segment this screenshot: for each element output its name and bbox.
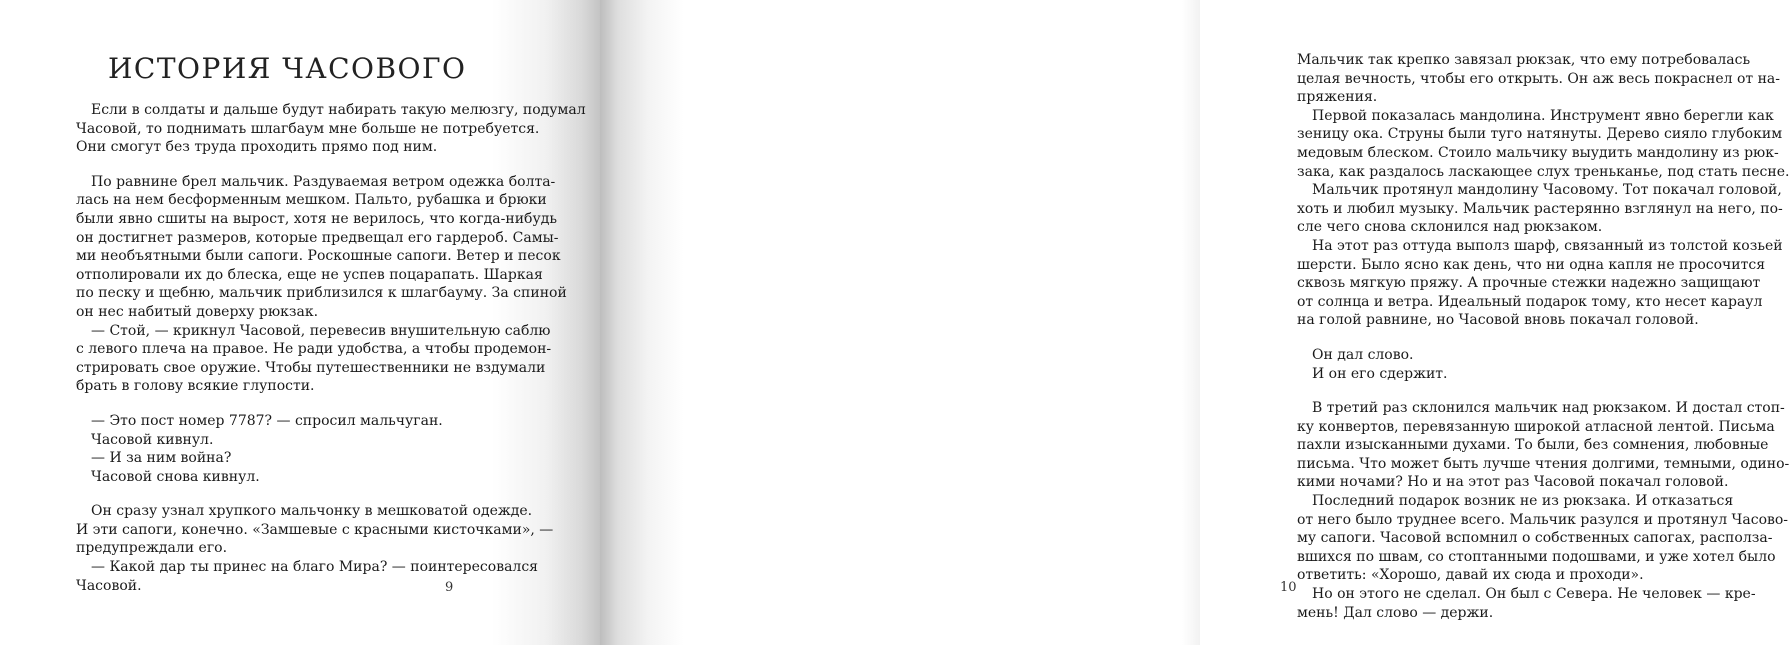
text-line: хоть и любил музыку. Мальчик растерянно взглянул на него, по- xyxy=(1297,200,1783,217)
text-line: — Стой, — крикнул Часовой, перевесив внушительную саблю xyxy=(91,322,551,339)
text-line: По равнине брел мальчик. Раздуваемая ветром одежка болта- xyxy=(91,173,556,190)
paragraph-gap xyxy=(76,486,464,502)
text-line: отполировали их до блеска, еще не успев поцарапать. Шаркая xyxy=(76,266,543,283)
text-line: пахли изысканными духами. То были, без сомнения, любовные xyxy=(1297,437,1769,454)
text-line: Часовой. xyxy=(76,577,142,594)
text-line: И он его сдержит. xyxy=(1312,365,1448,382)
text-line: стрировать свое оружие. Чтобы путешественники не вздумали xyxy=(76,359,546,376)
page-number-left: 9 xyxy=(445,580,454,595)
text-line: ми необъятными были сапоги. Роскошные сапоги. Ветер и песок xyxy=(76,248,561,265)
text-line: с левого плеча на правое. Не ради удобства, а чтобы продемон- xyxy=(76,341,552,358)
paragraph-gap xyxy=(1297,383,1657,399)
page-number-right: 10 xyxy=(1280,580,1297,595)
left-page xyxy=(0,0,600,645)
text-line: предупреждали его. xyxy=(76,540,228,557)
text-line: он достигнет размеров, которые предвещал его гардероб. Самы- xyxy=(76,229,559,246)
text-line: — Это пост номер 7787? — спросил мальчуган. xyxy=(91,412,443,429)
text-line: он нес набитый доверху рюкзак. xyxy=(76,303,319,320)
text-line: лась на нем бесформенным мешком. Пальто, рубашка и брюки xyxy=(76,192,547,209)
text-line: сквозь мягкую пряжу. А прочные стежки надежно защищают xyxy=(1297,275,1761,292)
text-line: сле чего снова склонился над рюкзаком. xyxy=(1297,219,1603,236)
text-line: Он дал слово. xyxy=(1312,346,1414,363)
chapter-title: ИСТОРИЯ ЧАСОВОГО xyxy=(108,52,467,85)
text-line: Часовой кивнул. xyxy=(91,431,214,448)
text-line: ответить: «Хорошо, давай их сюда и проходи». xyxy=(1297,567,1644,584)
text-line: Он сразу узнал хрупкого мальчонку в мешковатой одежде. xyxy=(91,503,533,520)
text-line: ку конвертов, перевязанную широкой атласной лентой. Письма xyxy=(1297,418,1775,435)
text-line: вшихся по швам, со стоптанными подошвами, и уже хотел было xyxy=(1297,548,1776,565)
text-line: целая вечность, чтобы его открыть. Он аж весь покраснел от на- xyxy=(1297,70,1781,87)
right-page-text xyxy=(1297,51,1789,622)
text-line: На этот раз оттуда выполз шарф, связанный из толстой козьей xyxy=(1312,237,1783,254)
text-line: Часовой снова кивнул. xyxy=(91,468,260,485)
text-line: И эти сапоги, конечно. «Замшевые с красными кисточками», — xyxy=(76,521,554,538)
text-line: шерсти. Было ясно как день, что ни одна капля не просочится xyxy=(1297,256,1766,273)
text-line: были явно сшиты на вырост, хотя не верилось, что когда-нибудь xyxy=(76,210,557,227)
text-line: от него было труднее всего. Мальчик разулся и протянул Часово- xyxy=(1297,511,1789,528)
text-line: медовым блеском. Стоило мальчику выудить мандолину из рюк- xyxy=(1297,144,1779,161)
text-line: В третий раз склонился мальчик над рюкзаком. И достал стоп- xyxy=(1312,400,1785,417)
text-line: — Какой дар ты принес на благо Мира? — поинтересовался xyxy=(91,559,538,576)
text-line: брать в голову всякие глупости. xyxy=(76,378,315,395)
paragraph-gap xyxy=(76,396,464,412)
text-line: зака, как раздалось ласкающее слух треньканье, под стать песне. xyxy=(1297,163,1789,180)
text-line: мень! Дал слово — держи. xyxy=(1297,604,1494,621)
text-line: Последний подарок возник не из рюкзака. И отказаться xyxy=(1312,493,1734,510)
text-line: Мальчик протянул мандолину Часовому. Тот покачал головой, xyxy=(1312,182,1782,199)
text-line: письма. Что может быть лучше чтения долгими, темными, одино- xyxy=(1297,455,1789,472)
paragraph-gap xyxy=(1297,330,1657,346)
text-line: пряжения. xyxy=(1297,89,1378,106)
text-line: му сапоги. Часовой вспомнил о собственных сапогах, располза- xyxy=(1297,530,1773,547)
text-line: на голой равнине, но Часовой вновь покачал головой. xyxy=(1297,312,1699,329)
text-line: кими ночами? Но и на этот раз Часовой покачал головой. xyxy=(1297,474,1729,491)
text-line: Первой показалась мандолина. Инструмент явно берегли как xyxy=(1312,107,1774,124)
text-line: Они смогут без труда проходить прямо под ним. xyxy=(76,139,438,156)
text-line: Мальчик так крепко завязал рюкзак, что ему потребовалась xyxy=(1297,52,1751,68)
text-line: от солнца и ветра. Идеальный подарок тому, кто несет караул xyxy=(1297,293,1763,310)
left-page-text xyxy=(76,101,586,595)
right-page xyxy=(600,0,1789,645)
paragraph-gap xyxy=(76,157,464,173)
text-line: по песку и щебню, мальчик приблизился к шлагбауму. За спиной xyxy=(76,285,567,302)
text-line: — И за ним война? xyxy=(91,450,232,467)
text-line: Но он этого не сделал. Он был с Севера. Не человек — кре- xyxy=(1312,586,1756,603)
text-line: зеницу ока. Струны были туго натянуты. Дерево сияло глубоким xyxy=(1297,126,1783,143)
text-line: Если в солдаты и дальше будут набирать такую мелюзгу, подумал xyxy=(91,102,586,118)
text-line: Часовой, то поднимать шлагбаум мне больше не потребуется. xyxy=(76,120,540,137)
